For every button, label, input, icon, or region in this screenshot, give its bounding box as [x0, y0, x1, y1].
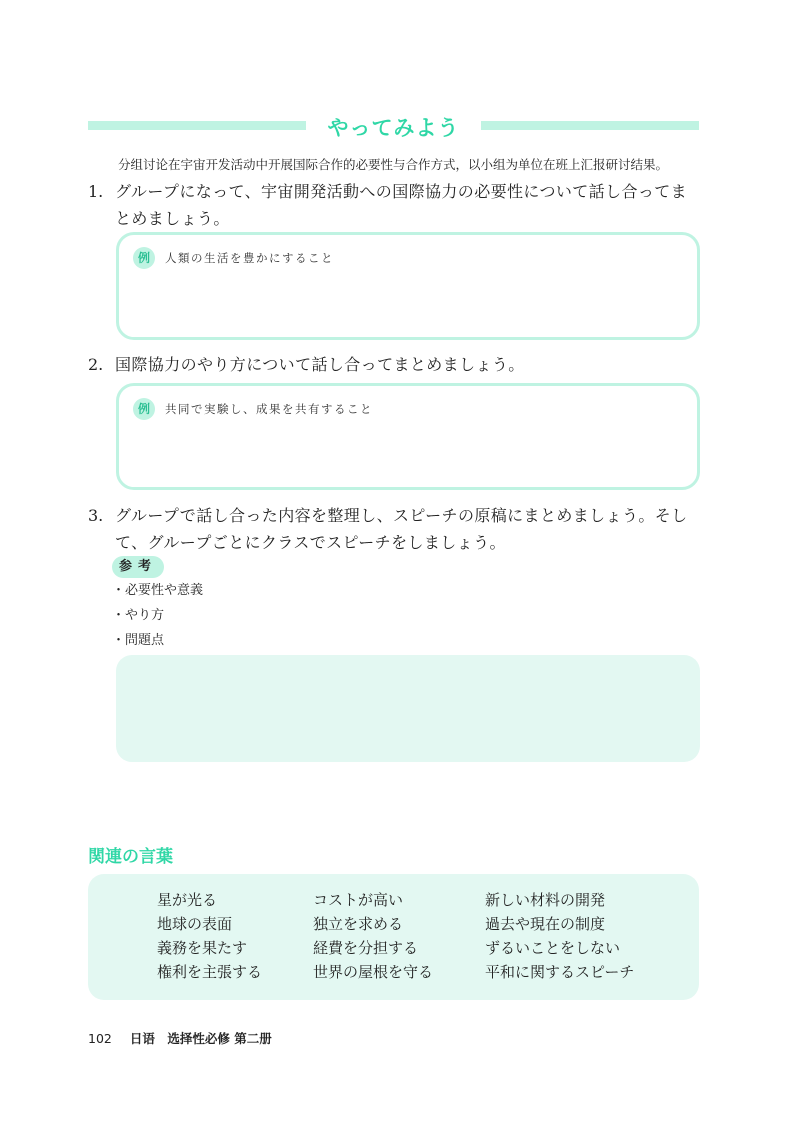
related-column-3 — [485, 888, 634, 984]
related-word: ずるいことをしない — [485, 939, 621, 957]
example-2 — [133, 398, 373, 420]
related-column-2 — [313, 888, 433, 984]
related-word: 過去や現在の制度 — [485, 915, 606, 933]
related-word: 権利を主張する — [157, 963, 263, 981]
page-footer — [88, 1029, 272, 1047]
related-word: 独立を求める — [313, 915, 404, 933]
question-text: グループになって、宇宙開発活動への国際協力の必要性について話し合ってまとめましょう。 — [115, 182, 688, 228]
question-2 — [88, 351, 700, 378]
answer-box-3[interactable] — [116, 655, 700, 762]
example-text: 人類の生活を豊かにすること — [165, 251, 334, 265]
related-column-1 — [157, 888, 262, 984]
reference-item: ・問題点 — [112, 633, 165, 648]
example-text: 共同で実験し、成果を共有すること — [165, 402, 373, 416]
question-number: 1. — [88, 182, 104, 201]
related-words-title: 関連の言葉 — [88, 847, 173, 867]
example-badge: 例 — [133, 398, 155, 420]
reference-badge: 参考 — [112, 556, 164, 578]
reference-item: ・必要性や意義 — [112, 583, 204, 598]
question-text: 国際協力のやり方について話し合ってまとめましょう。 — [115, 355, 525, 374]
question-3 — [88, 502, 700, 556]
reference-item: ・やり方 — [112, 608, 165, 623]
title-bar-left — [88, 121, 306, 130]
related-word: 地球の表面 — [157, 915, 233, 933]
book-title: 日语 选择性必修 第二册 — [129, 1031, 272, 1046]
question-text: グループで話し合った内容を整理し、スピーチの原稿にまとめましょう。そして、グループごとにクラスでスピーチをしましょう。 — [115, 506, 688, 552]
question-number: 3. — [88, 506, 104, 525]
page-number: 102 — [88, 1031, 112, 1046]
related-word: 義務を果たす — [157, 939, 248, 957]
related-word: 世界の屋根を守る — [313, 963, 434, 981]
reference-list — [112, 578, 203, 653]
example-badge: 例 — [133, 247, 155, 269]
related-word: 新しい材料の開発 — [485, 891, 606, 909]
question-1 — [88, 178, 700, 232]
example-1 — [133, 247, 334, 269]
related-words-box — [88, 874, 699, 1000]
answer-box-1[interactable] — [116, 232, 700, 340]
question-number: 2. — [88, 355, 104, 374]
title-bar-right — [481, 121, 699, 130]
related-word: 星が光る — [157, 891, 218, 909]
section-title: やってみよう — [327, 116, 460, 140]
related-word: 平和に関するスピーチ — [485, 963, 635, 981]
related-word: 経費を分担する — [313, 939, 419, 957]
related-word: コストが高い — [313, 891, 404, 909]
answer-box-2[interactable] — [116, 383, 700, 490]
intro-text: 分组讨论在宇宙开发活动中开展国际合作的必要性与合作方式，以小组为单位在班上汇报研讨结果。 — [118, 157, 669, 172]
